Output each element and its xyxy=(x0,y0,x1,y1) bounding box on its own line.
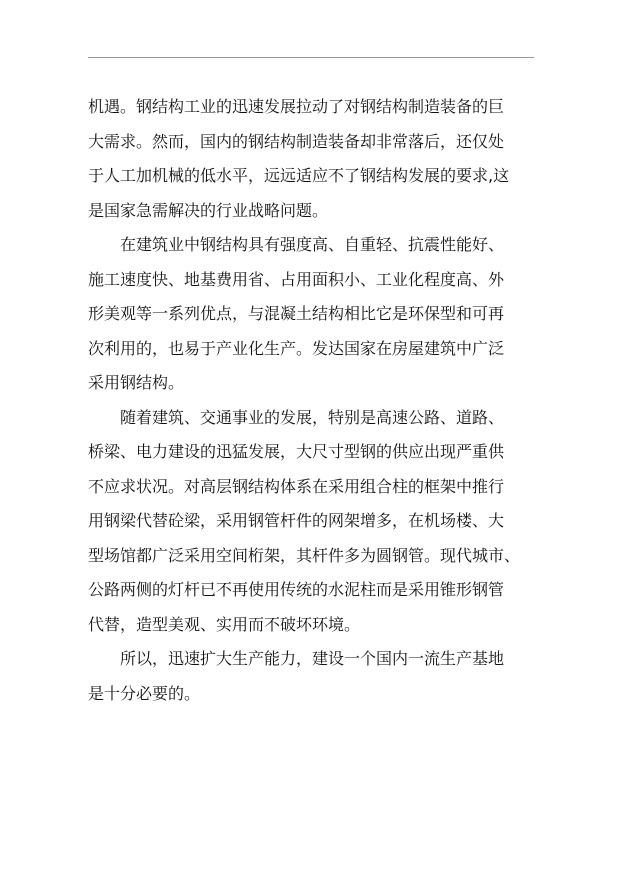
text-line: 代替，造型美观、实用而不破坏环境。 xyxy=(88,614,361,634)
text-line: 型场馆都广泛采用空间桁架，其杆件多为圆钢管。现代城市、 xyxy=(88,545,521,565)
text-line: 不应求状况。对高层钢结构体系在采用组合柱的框架中推行 xyxy=(88,476,505,496)
text-line: 公路两侧的灯杆已不再使用传统的水泥柱而是采用锥形钢管 xyxy=(88,580,505,599)
body-text xyxy=(88,90,540,711)
text-line: 用钢梁代替砼梁，采用钢管杆件的网架增多，在机场楼、大 xyxy=(88,511,505,530)
header-rule xyxy=(88,57,534,58)
text-line: 是十分必要的。 xyxy=(88,683,201,703)
paragraph-first-line: 在建筑业中钢结构具有强度高、自重轻、抗震性能好、 xyxy=(120,235,505,254)
text-line: 于人工加机械的低水平，远远适应不了钢结构发展的要求,这 xyxy=(88,166,510,185)
text-line: 是国家急需解决的行业战略问题。 xyxy=(88,200,329,220)
text-line: 形美观等一系列优点，与混凝土结构相比它是环保型和可再 xyxy=(88,304,505,323)
paragraph-first-line: 随着建筑、交通事业的发展，特别是高速公路、道路、 xyxy=(120,407,505,427)
text-line: 次利用的，也易于产业化生产。发达国家在房屋建筑中广泛 xyxy=(88,338,505,358)
text-line: 施工速度快、地基费用省、占用面积小、工业化程度高、外 xyxy=(88,269,505,289)
text-line: 机遇。钢结构工业的迅速发展拉动了对钢结构制造装备的巨 xyxy=(88,97,505,116)
paragraph-first-line: 所以，迅速扩大生产能力，建设一个国内一流生产基地 xyxy=(120,649,505,668)
text-line: 大需求。然而，国内的钢结构制造装备却非常落后，还仅处 xyxy=(88,131,505,151)
text-line: 采用钢结构。 xyxy=(88,373,185,392)
text-line: 桥梁、电力建设的迅猛发展，大尺寸型钢的供应出现严重供 xyxy=(88,442,505,461)
